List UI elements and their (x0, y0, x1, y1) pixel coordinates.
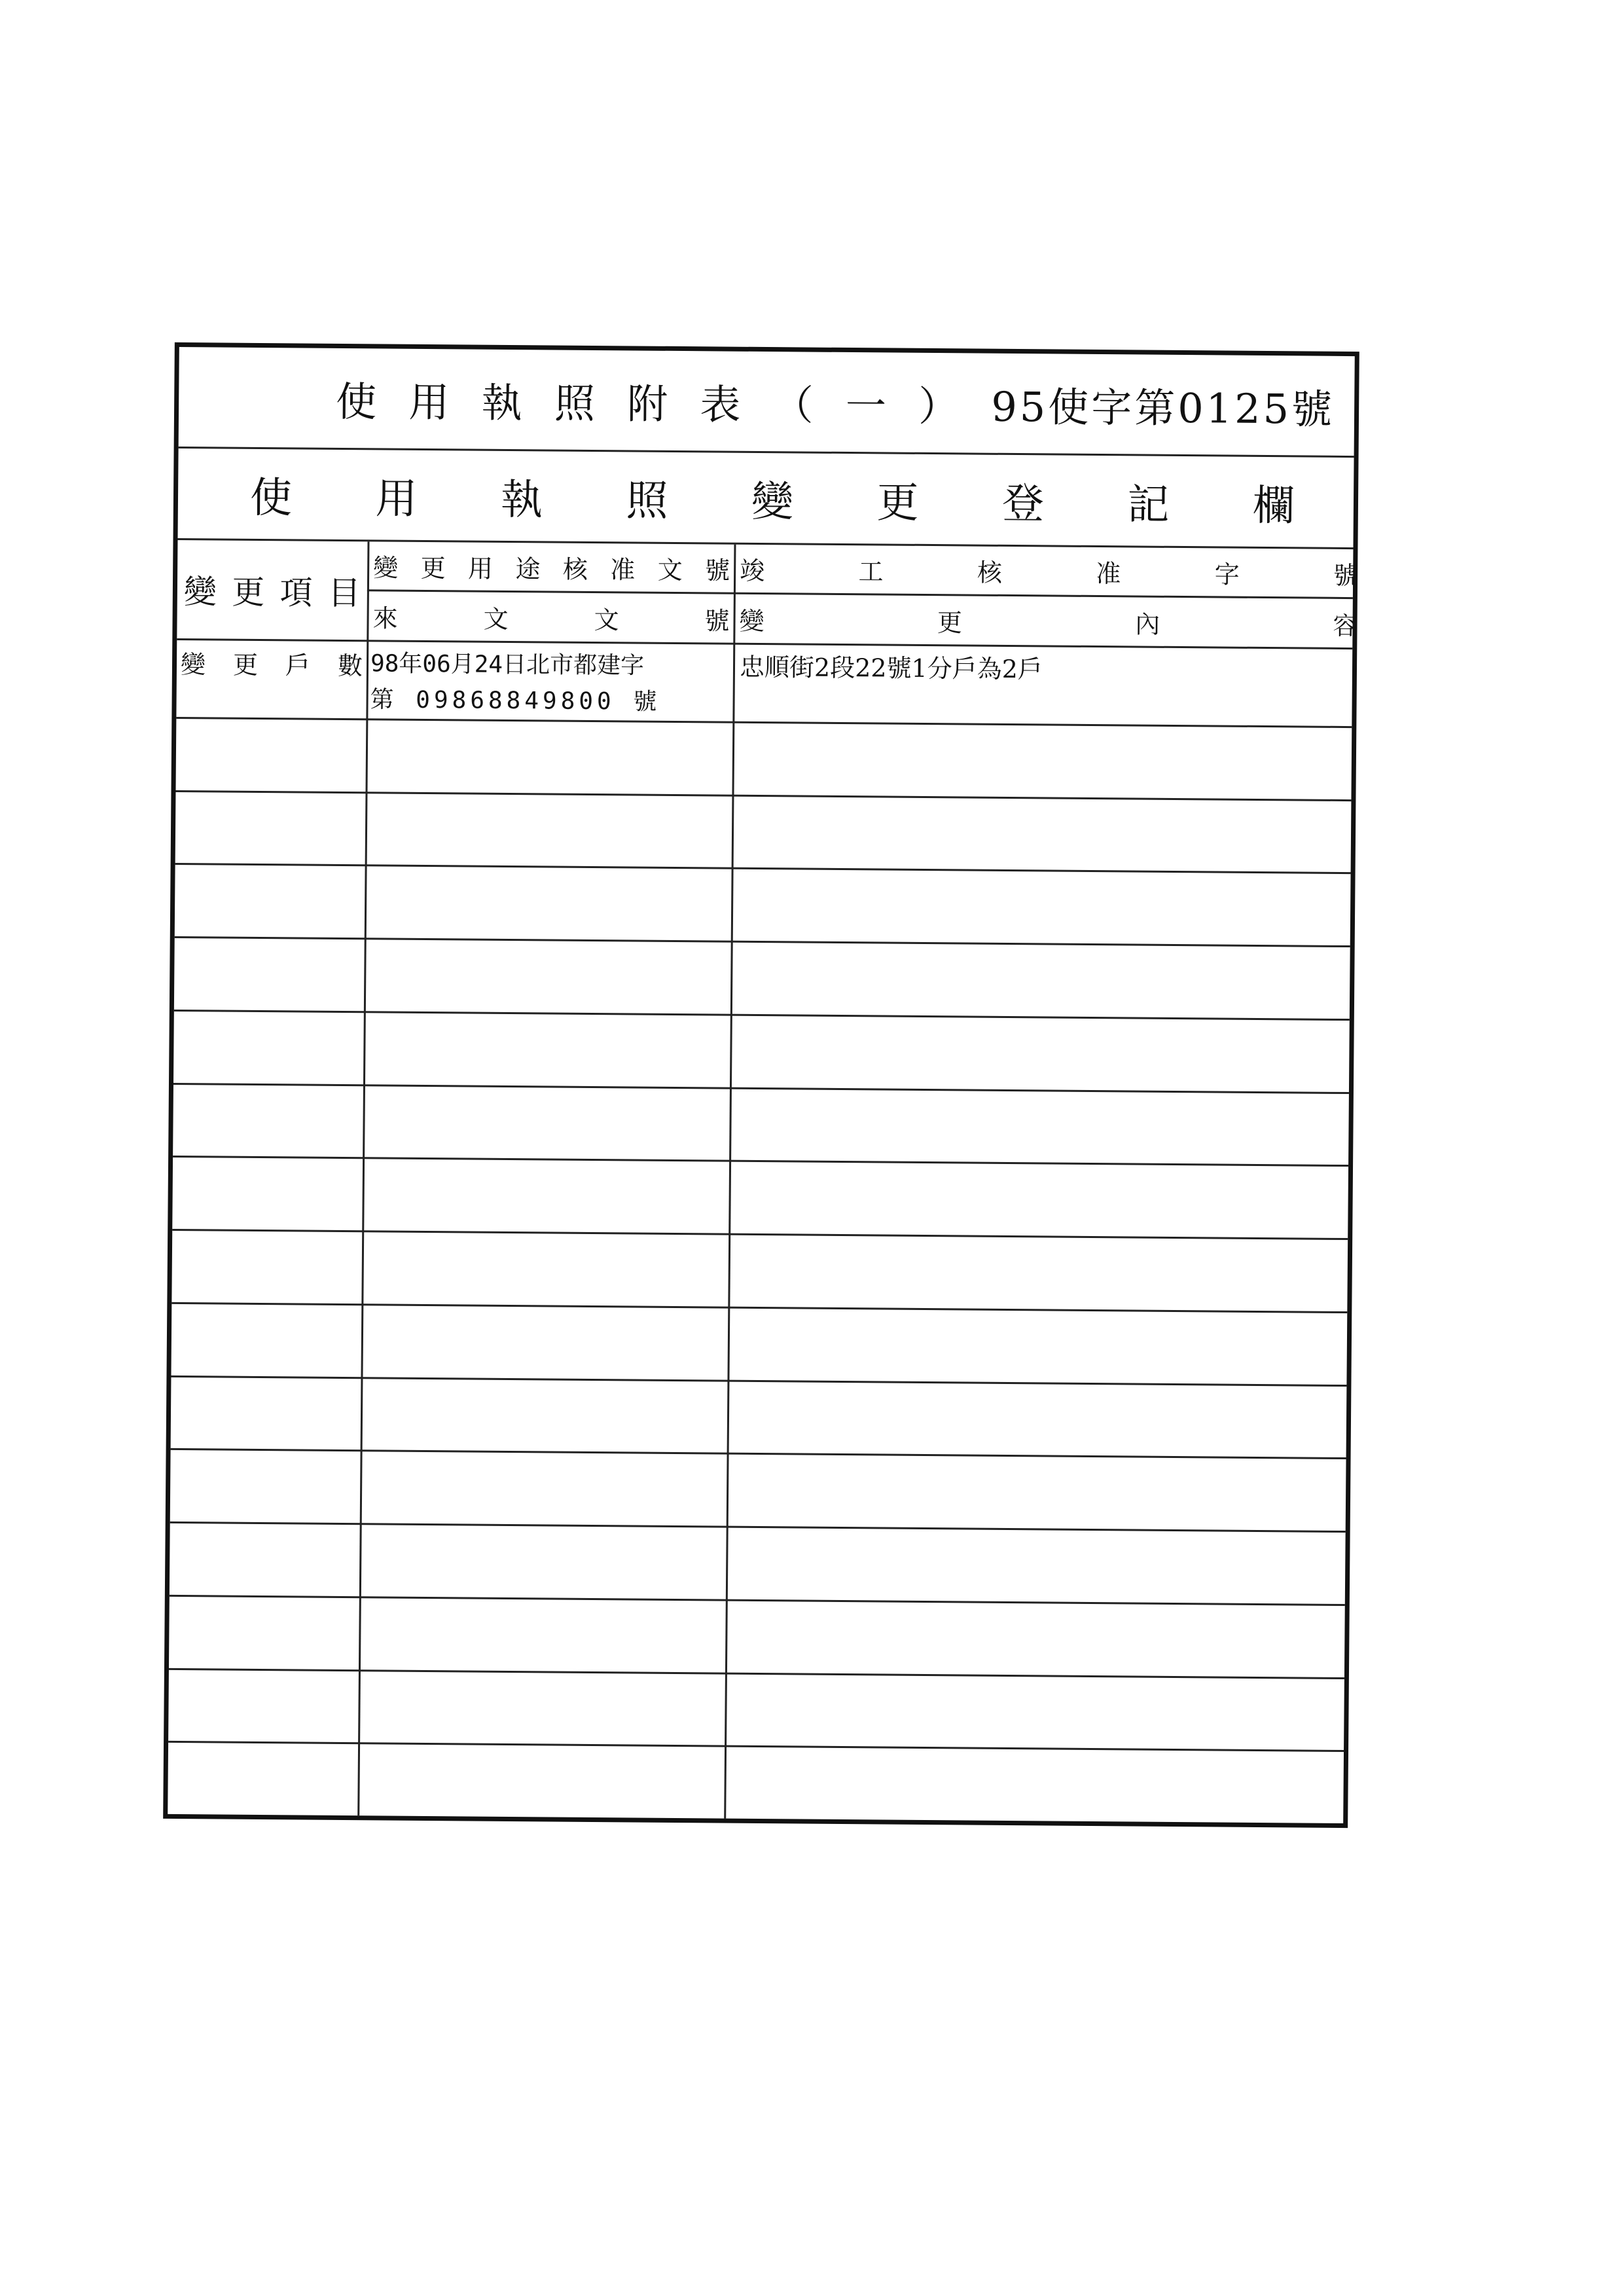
table-row-line (173, 1083, 1349, 1094)
char: 用 (467, 554, 494, 583)
table-row-line (170, 1595, 1345, 1606)
table-row-line (174, 1010, 1350, 1021)
char: 更 (420, 553, 446, 583)
char: 核 (562, 555, 588, 584)
subtitle-char: 變 (751, 477, 794, 526)
subtitle-char: 更 (876, 478, 919, 528)
header-completion-no (736, 545, 1363, 598)
table-row-line (175, 936, 1350, 947)
row-doc-line2: 第 09868849800 號 (370, 686, 661, 716)
row-change-content: 忠順街2段22號1分戶為2戶 (739, 652, 1043, 683)
table-row-line (171, 1448, 1346, 1459)
char: 文 (483, 604, 509, 634)
header-incoming-doc (369, 591, 734, 642)
char: 更 (937, 608, 963, 637)
change-table (168, 540, 1359, 1823)
title-char: 執 (481, 378, 522, 427)
table-row-line (175, 790, 1351, 801)
subtitle-char: 記 (1127, 480, 1170, 530)
char: 工 (858, 557, 884, 587)
title-char: 照 (554, 378, 596, 428)
char: 准 (610, 555, 636, 585)
subtitle-char: 執 (500, 475, 543, 524)
char: 號 (704, 556, 730, 585)
char: 容 (1333, 611, 1358, 640)
char: 核 (977, 558, 1003, 587)
subtitle-char: 用 (375, 474, 418, 524)
char: 更 (232, 650, 259, 680)
table-row-line (170, 1522, 1346, 1533)
license-number: 95使字第0125號 (991, 382, 1335, 433)
char: 文 (594, 605, 619, 634)
char: 變 (183, 573, 217, 611)
title-char: 用 (408, 378, 450, 426)
table-row-line (172, 1229, 1348, 1240)
char: 途 (515, 555, 541, 584)
char: 准 (1096, 558, 1121, 589)
char: 內 (1135, 609, 1160, 639)
form-title (336, 348, 1335, 456)
table-row-line (176, 717, 1352, 728)
char: 數 (337, 651, 363, 681)
header-change-content (735, 594, 1362, 648)
char: 項 (279, 574, 313, 612)
row-change-item (177, 640, 367, 681)
title-char: 附 (626, 379, 668, 428)
column-divider (724, 545, 736, 1819)
char: 更 (231, 573, 265, 612)
title-char: 一 (845, 381, 887, 429)
subtitle-char: 登 (1001, 479, 1045, 528)
char: 竣 (739, 556, 765, 586)
table-row-line (169, 1668, 1344, 1679)
char: 字 (1214, 560, 1240, 589)
registration-form (163, 342, 1359, 1828)
char: 變 (373, 553, 399, 583)
title-char: ） (918, 382, 960, 430)
char: 來 (372, 603, 398, 633)
table-row-line (173, 1156, 1348, 1167)
header-approval-doc (369, 541, 734, 592)
char: 號 (1333, 560, 1359, 591)
char: 戶 (285, 651, 311, 680)
form-subtitle (250, 449, 1295, 547)
title-char: 使 (335, 377, 377, 426)
title-char: （ (772, 380, 814, 429)
subtitle-char: 欄 (1252, 481, 1295, 530)
table-row-line (171, 1302, 1347, 1313)
table-row-line (171, 1376, 1346, 1387)
title-char: 表 (700, 380, 741, 429)
char: 變 (739, 606, 764, 636)
form-subtitle-row (178, 448, 1354, 549)
table-row-line (168, 1741, 1344, 1752)
column-divider (357, 541, 369, 1815)
form-title-row (179, 347, 1355, 458)
char: 號 (704, 606, 730, 636)
subtitle-char: 照 (626, 476, 668, 526)
header-change-item (177, 540, 367, 640)
char: 目 (327, 574, 361, 613)
subtitle-char: 使 (249, 473, 293, 522)
char: 變 (180, 650, 206, 680)
table-row-line (175, 863, 1351, 874)
char: 文 (657, 555, 683, 585)
row-doc-line1: 98年06月24日北市都建字 (370, 650, 645, 680)
